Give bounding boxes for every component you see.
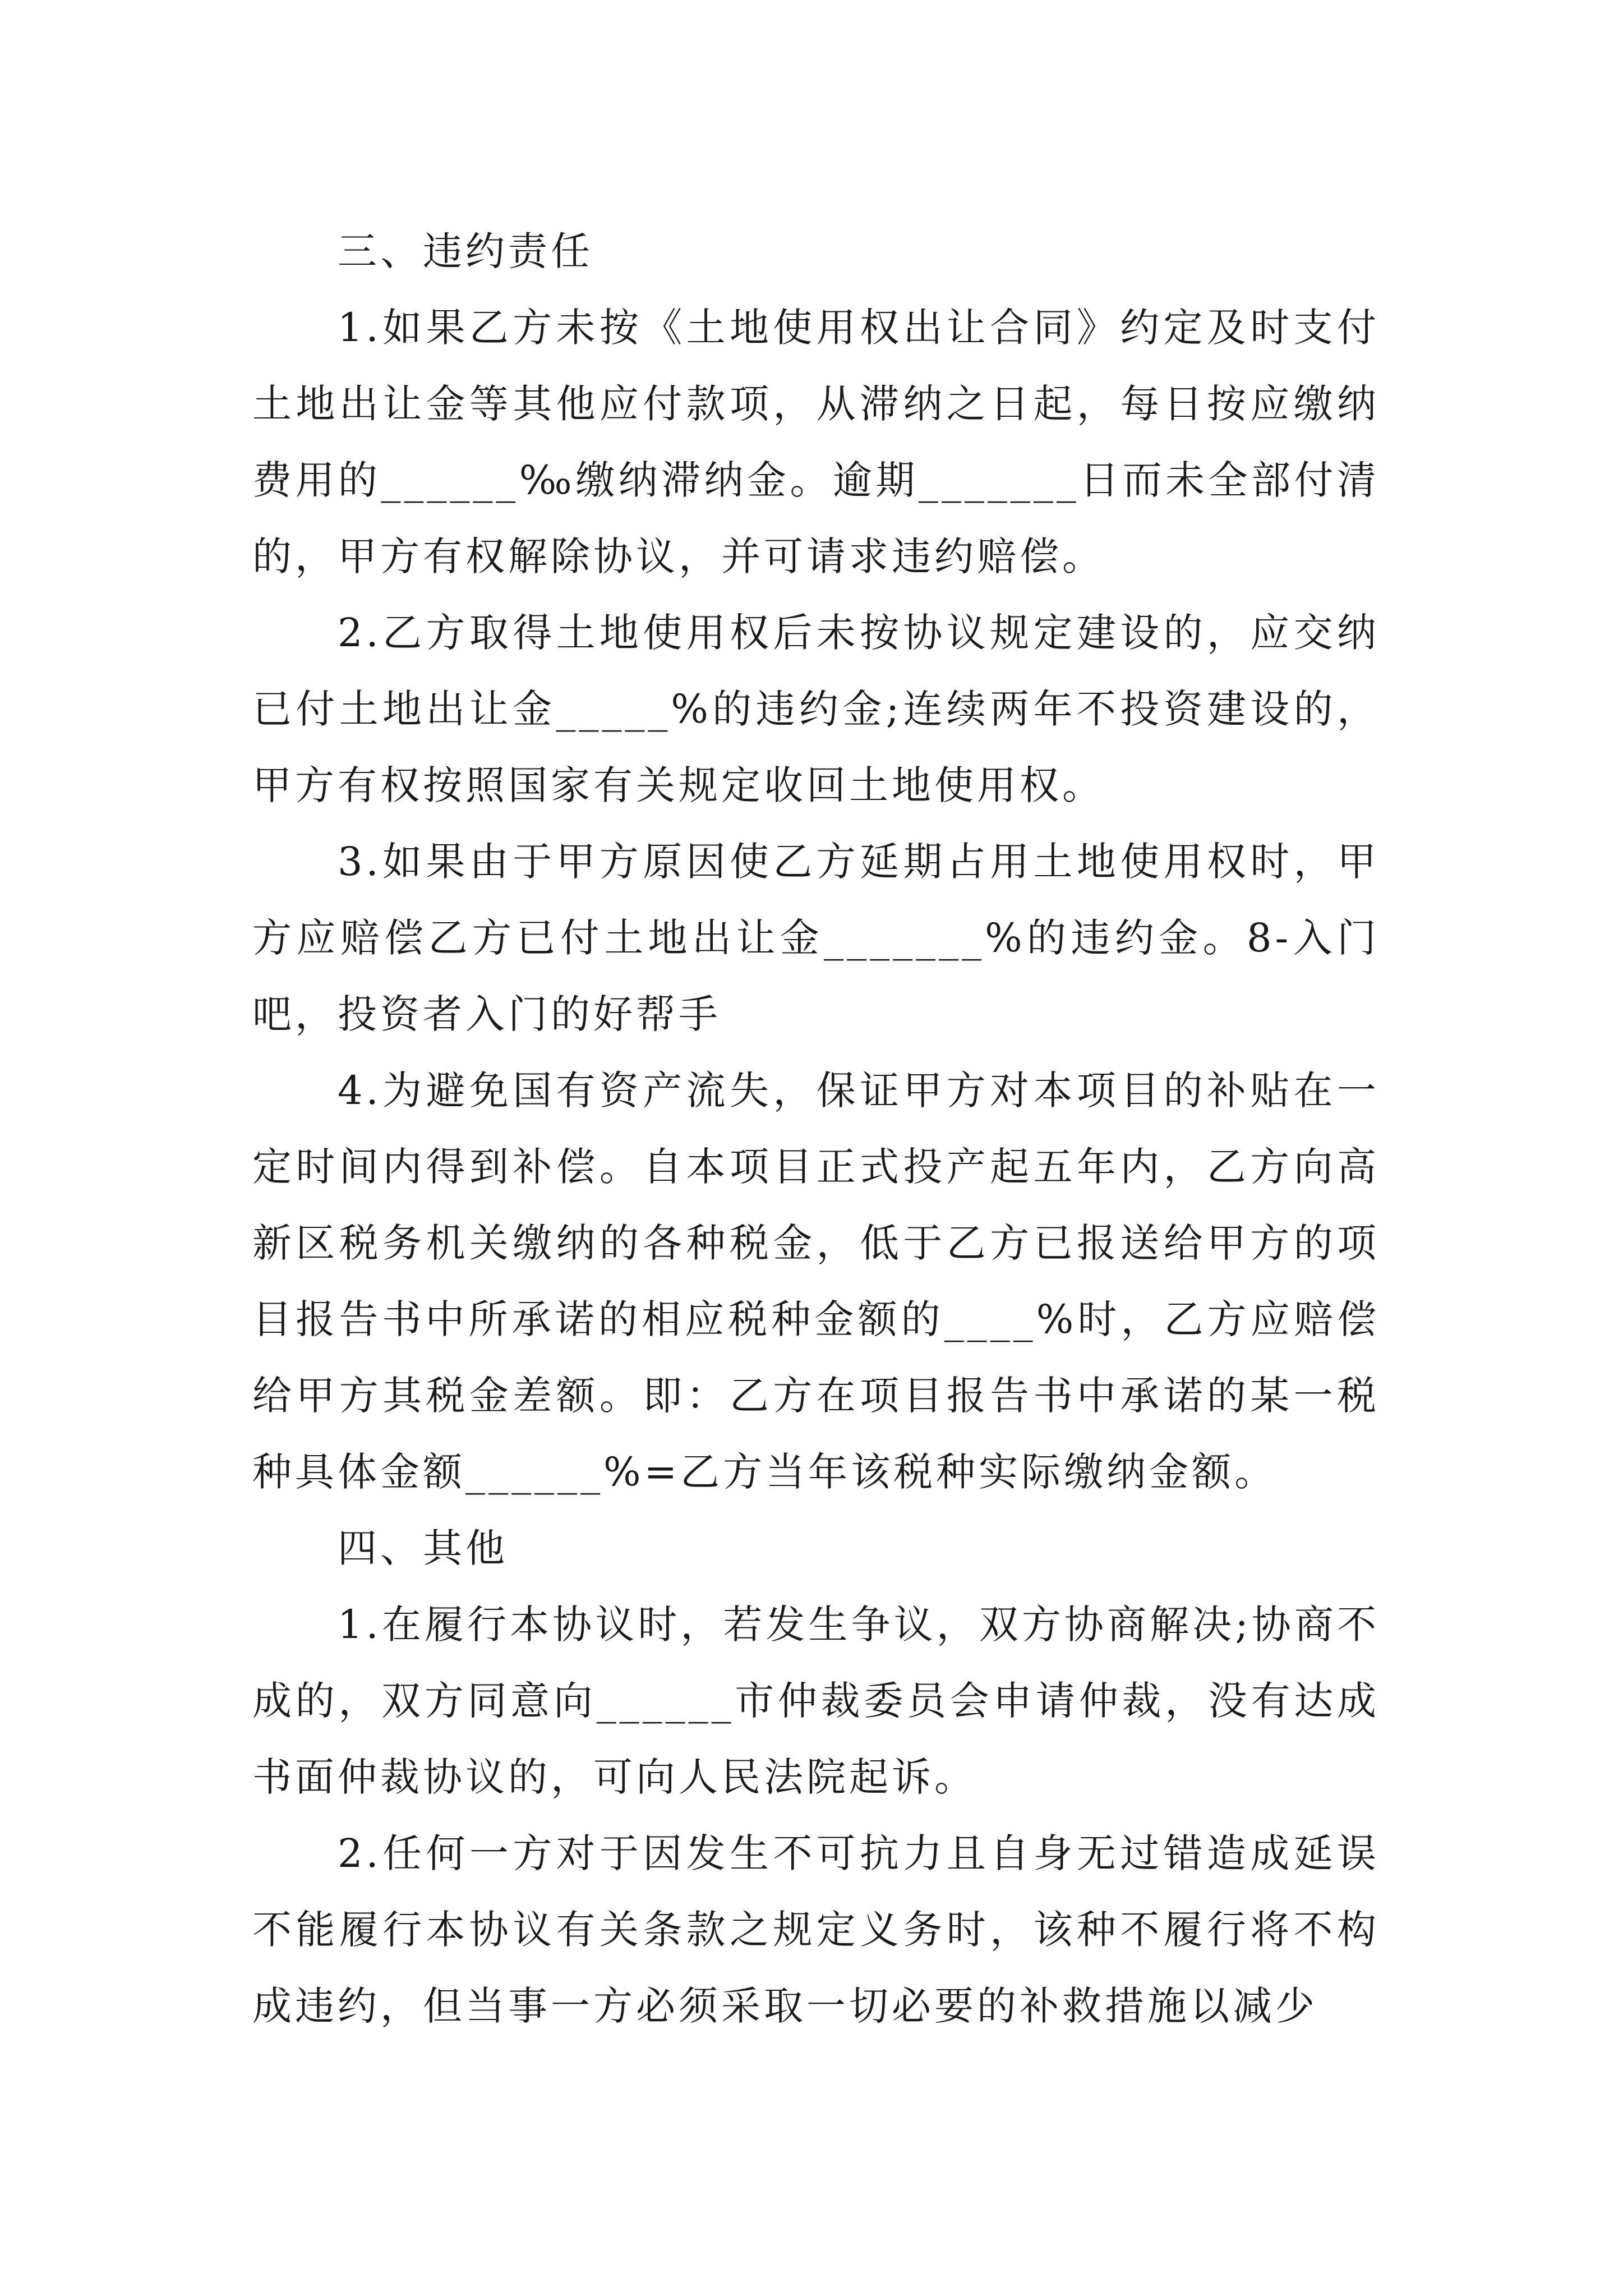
clause-delayed-occupation: 3.如果由于甲方原因使乙方延期占用土地使用权时，甲方应赔偿乙方已付土地出让金_______%的违约金。8-入门吧，投资者入门的好帮手 <box>252 839 1380 1037</box>
section-heading-other: 四、其他 <box>338 1525 508 1571</box>
document-body <box>252 213 1380 2044</box>
section-heading-breach-liability: 三、违约责任 <box>338 228 593 274</box>
clause-late-payment: 1.如果乙方未按《土地使用权出让合同》约定及时支付土地出让金等其他应付款项，从滞纳之日起，每日按应缴纳费用的______‰缴纳滞纳金。逾期_______日而未全部付清的，甲方有权解除协议，并可请求违约赔偿。 <box>252 305 1380 579</box>
clause-construction-default: 2.乙方取得土地使用权后未按协议规定建设的，应交纳已付土地出让金_____%的违约金;连续两年不投资建设的，甲方有权按照国家有关规定收回土地使用权。 <box>252 610 1380 808</box>
clause-force-majeure: 2.任何一方对于因发生不可抗力且自身无过错造成延误不能履行本协议有关条款之规定义务时，该种不履行将不构成违约，但当事一方必须采取一切必要的补救措施以减少 <box>252 1830 1380 2029</box>
clause-tax-compensation: 4.为避免国有资产流失，保证甲方对本项目的补贴在一定时间内得到补偿。自本项目正式投产起五年内，乙方向高新区税务机关缴纳的各种税金，低于乙方已报送给甲方的项目报告书中所承诺的相应税种金额的____%时，乙方应赔偿给甲方其税金差额。即：乙方在项目报告书中承诺的某一税种具体金额______%=乙方当年该税种实际缴纳金额。 <box>252 1068 1380 1495</box>
clause-dispute-resolution: 1.在履行本协议时，若发生争议，双方协商解决;协商不成的，双方同意向______市仲裁委员会申请仲裁，没有达成书面仲裁协议的，可向人民法院起诉。 <box>252 1602 1380 1800</box>
